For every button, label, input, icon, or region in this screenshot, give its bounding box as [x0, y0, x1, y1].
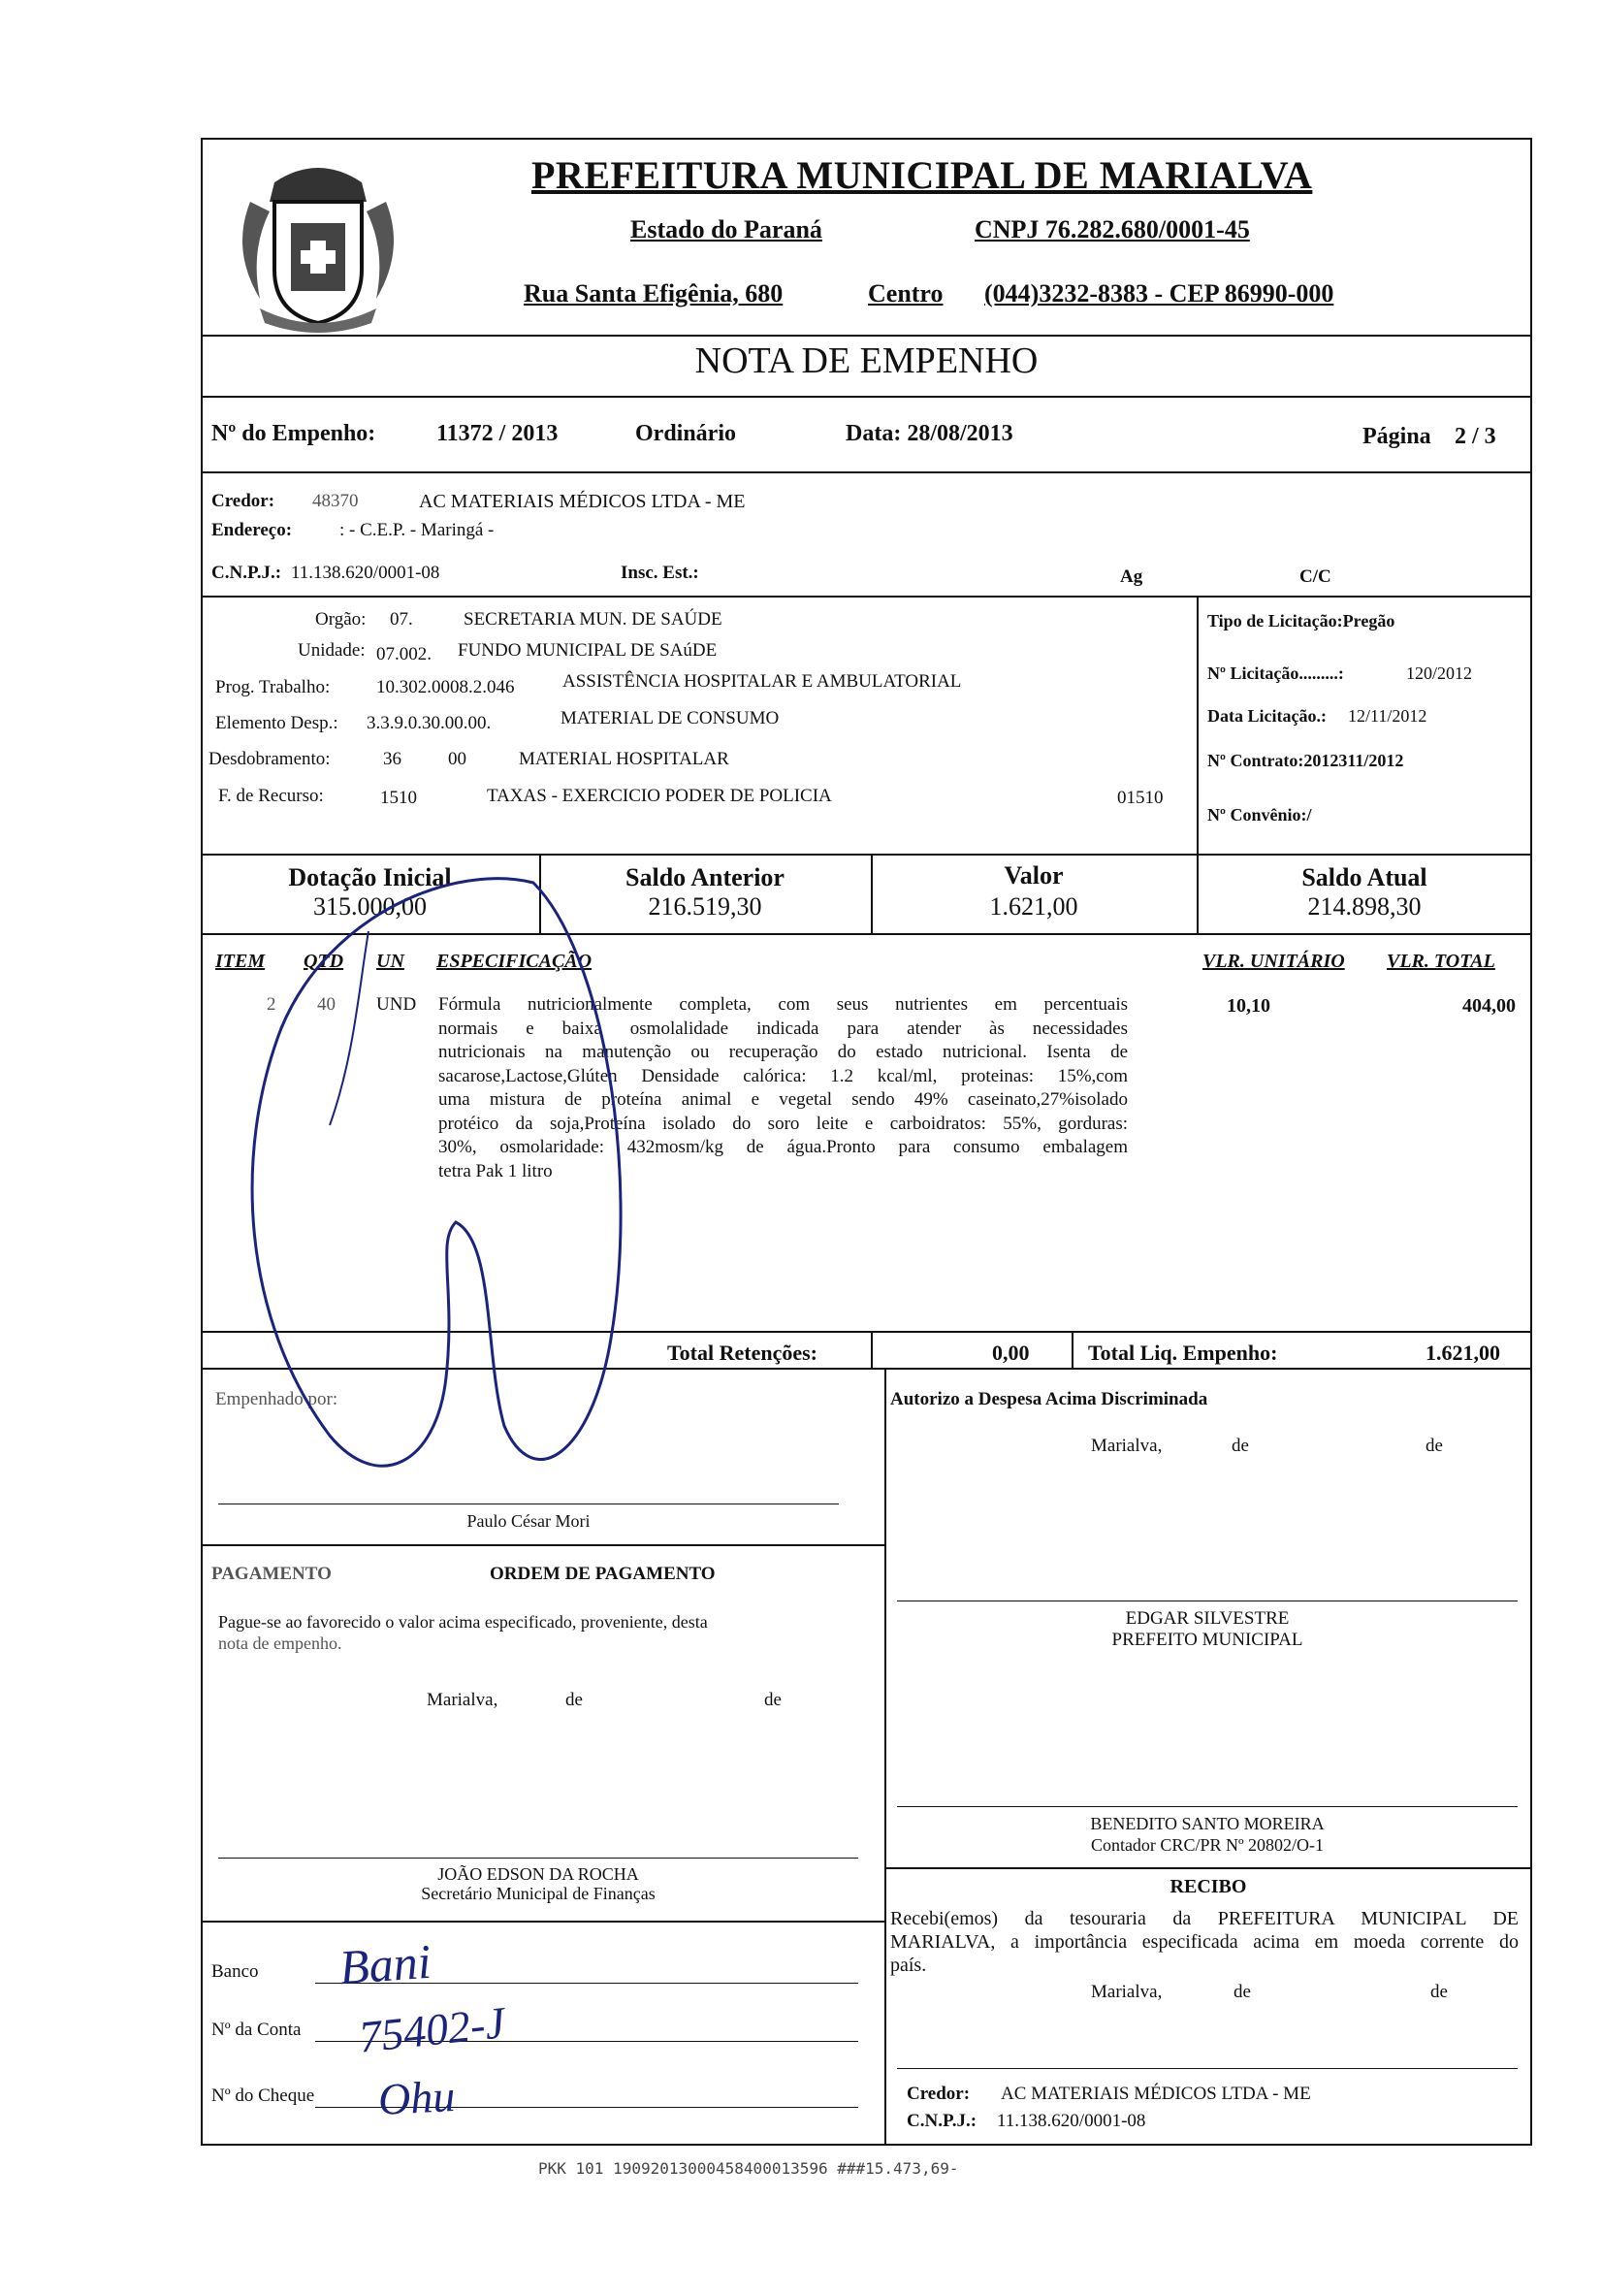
dotacao-label: Dotação Inicial — [288, 863, 452, 891]
credor-address: : - C.E.P. - Maringá - — [339, 520, 495, 540]
recibo-credor-label: Credor: — [907, 2084, 971, 2104]
recibo-de-2: de — [1430, 1982, 1448, 2002]
licitacao-tipo: Tipo de Licitação:Pregão — [1207, 611, 1395, 631]
orgao-code: 07. — [390, 609, 413, 630]
col-un: UN — [376, 951, 404, 972]
licitacao-numero: 120/2012 — [1406, 663, 1473, 683]
prog-label: Prog. Trabalho: — [215, 677, 331, 697]
fonte-label: F. de Recurso: — [218, 786, 324, 806]
document-title: NOTA DE EMPENHO — [694, 340, 1039, 381]
licitacao-contrato: Nº Contrato:2012311/2012 — [1207, 751, 1404, 770]
header-phone-cep: (044)3232-8383 - CEP 86990-000 — [984, 279, 1334, 307]
empenho-date: Data: 28/08/2013 — [846, 421, 1013, 446]
item-vlr-unitario: 10,10 — [1227, 995, 1270, 1017]
ordem-pagamento-title: ORDEM DE PAGAMENTO — [490, 1564, 716, 1584]
handwritten-banco: Bani — [337, 1933, 433, 1995]
fonte-code: 1510 — [380, 788, 417, 808]
prog-code: 10.302.0008.2.046 — [376, 677, 515, 697]
empenhado-name: Paulo César Mori — [466, 1511, 591, 1531]
spec-line: uma mistura de proteína animal e vegetal sendo 49% caseinato,27%isolado — [438, 1089, 1128, 1110]
recibo-city: Marialva, — [1091, 1982, 1163, 2002]
autorizo-title: Autorizo a Despesa Acima Discriminada — [890, 1389, 1208, 1409]
licitacao-numero-label: Nº Licitação.........: — [1207, 663, 1344, 683]
spec-line: normais e baixa osmolalidade indicada para atender às necessidades — [438, 1018, 1128, 1039]
orgao-name: SECRETARIA MUN. DE SAÚDE — [464, 609, 722, 630]
col-item: ITEM — [215, 951, 266, 972]
col-especificacao: ESPECIFICAÇÃO — [436, 951, 593, 972]
fonte-code-2: 01510 — [1117, 788, 1164, 808]
saldo-atual-label: Saldo Atual — [1301, 863, 1427, 891]
handwritten-cheque: Ohu — [376, 2070, 457, 2125]
fonte-name: TAXAS - EXERCICIO PODER DE POLICIA — [487, 786, 832, 806]
elem-label: Elemento Desp.: — [215, 713, 338, 733]
spec-line: Fórmula nutricionalmente completa, com seus nutrientes em percentuais — [438, 994, 1128, 1015]
recibo-cnpj-label: C.N.P.J.: — [907, 2111, 977, 2131]
divider — [201, 1544, 884, 1546]
credor-cnpj: 11.138.620/0001-08 — [291, 563, 440, 583]
signature-line — [218, 1858, 858, 1859]
prog-name: ASSISTÊNCIA HOSPITALAR E AMBULATORIAL — [562, 671, 962, 692]
recibo-line: Recebi(emos) da tesouraria da PREFEITURA MUNICIPAL DE — [890, 1908, 1519, 1929]
licitacao-data-label: Data Licitação.: — [1207, 706, 1327, 726]
col-vlr-unitario: VLR. UNITÁRIO — [1202, 951, 1345, 972]
elem-name: MATERIAL DE CONSUMO — [561, 708, 780, 728]
prefeito-role: PREFEITO MUNICIPAL — [1111, 1630, 1303, 1650]
dotacao-value: 315.000,00 — [313, 892, 427, 921]
empenho-type: Ordinário — [635, 421, 737, 446]
col-qtd: QTD — [304, 951, 344, 972]
credor-name: AC MATERIAIS MÉDICOS LTDA - ME — [419, 491, 746, 512]
pagamento-city: Marialva, — [427, 1690, 498, 1710]
page-number: 2 / 3 — [1455, 424, 1496, 449]
credor-cnpj-label: C.N.P.J.: — [211, 563, 282, 583]
signature-line — [897, 1806, 1518, 1807]
pagamento-de-1: de — [565, 1690, 583, 1710]
pagamento-text-2: nota de empenho. — [218, 1633, 342, 1653]
saldo-anterior-value: 216.519,30 — [648, 892, 762, 921]
pagamento-text-1: Pague-se ao favorecido o valor acima especificado, proveniente, desta — [218, 1612, 708, 1632]
saldo-anterior-label: Saldo Anterior — [625, 863, 785, 891]
unidade-code: 07.002. — [376, 644, 432, 664]
recibo-line: país. — [890, 1955, 927, 1976]
spec-line: nutricionais na manutenção ou recuperação do estado nutricional. Isenta de — [438, 1042, 1128, 1062]
autorizo-de-2: de — [1426, 1436, 1443, 1456]
total-liq-value: 1.621,00 — [1426, 1341, 1500, 1365]
item-qtd: 40 — [317, 994, 336, 1015]
totals-divider — [871, 1331, 873, 1368]
col-vlr-total: VLR. TOTAL — [1387, 951, 1495, 972]
divider — [201, 1921, 884, 1923]
desd-label: Desdobramento: — [208, 749, 331, 769]
divider — [201, 596, 1532, 598]
banco-label: Banco — [211, 1961, 259, 1982]
empenhado-label: Empenhado por: — [215, 1389, 338, 1409]
item-number: 2 — [267, 994, 276, 1015]
cheque-label: Nº do Cheque — [211, 2086, 315, 2106]
autorizo-city: Marialva, — [1091, 1436, 1163, 1456]
column-divider — [884, 1368, 886, 2146]
municipality-title: PREFEITURA MUNICIPAL DE MARIALVA — [531, 153, 1313, 197]
pagamento-de-2: de — [764, 1690, 782, 1710]
spec-line: sacarose,Lactose,Glúten Densidade calórica: 1.2 kcal/ml, proteinas: 15%,com — [438, 1065, 1128, 1086]
ag-label: Ag — [1120, 566, 1143, 587]
credor-address-label: Endereço: — [211, 520, 293, 540]
total-liq-label: Total Liq. Empenho: — [1088, 1341, 1278, 1365]
recibo-title: RECIBO — [1169, 1876, 1247, 1897]
orgao-label: Orgão: — [315, 609, 367, 630]
header-cnpj: CNPJ 76.282.680/0001-45 — [975, 215, 1250, 243]
autorizo-de-1: de — [1232, 1436, 1249, 1456]
empenho-number-label: Nº do Empenho: — [211, 421, 376, 446]
unidade-label: Unidade: — [298, 640, 366, 661]
totals-divider — [1072, 1331, 1073, 1368]
elem-code: 3.3.9.0.30.00.00. — [367, 713, 492, 733]
contador-name: BENEDITO SANTO MOREIRA — [1090, 1814, 1325, 1833]
divider — [884, 1867, 1532, 1869]
handwritten-signature — [213, 834, 698, 1513]
retencoes-label: Total Retenções: — [667, 1341, 817, 1365]
state-name: Estado do Paraná — [630, 215, 822, 243]
recibo-de-1: de — [1234, 1982, 1251, 2002]
saldo-atual-value: 214.898,30 — [1307, 892, 1422, 921]
secretario-name: JOÃO EDSON DA ROCHA — [437, 1864, 639, 1884]
retencoes-value: 0,00 — [992, 1341, 1030, 1365]
header-district: Centro — [868, 279, 944, 307]
page-label: Página — [1362, 424, 1431, 449]
recibo-credor: AC MATERIAIS MÉDICOS LTDA - ME — [1001, 2084, 1311, 2104]
valor-label: Valor — [1004, 861, 1064, 889]
cc-label: C/C — [1299, 566, 1331, 587]
recibo-line: MARIALVA, a importância especificada acima em moeda corrente do — [890, 1931, 1519, 1953]
divider — [201, 335, 1532, 337]
spec-line: protéico da soja,Proteína isolado do soro leite e carboidratos: 55%, gorduras: — [438, 1113, 1128, 1134]
item-vlr-total: 404,00 — [1462, 995, 1516, 1017]
desd-sub: 00 — [448, 749, 466, 769]
contador-role: Contador CRC/PR Nº 20802/O-1 — [1090, 1835, 1325, 1855]
secretario-role: Secretário Municipal de Finanças — [421, 1884, 656, 1903]
divider — [201, 471, 1532, 473]
valor-value: 1.621,00 — [989, 892, 1078, 921]
licitacao-divider — [1197, 596, 1199, 856]
spec-line: tetra Pak 1 litro — [438, 1160, 553, 1181]
pagamento-label: PAGAMENTO — [211, 1564, 332, 1584]
item-un: UND — [376, 994, 417, 1015]
licitacao-data: 12/11/2012 — [1348, 706, 1427, 726]
divider — [201, 396, 1532, 398]
spec-line: 30%, osmolaridade: 432mosm/kg de água.Pronto para consumo embalagem — [438, 1137, 1128, 1157]
recibo-text — [890, 1907, 1519, 1977]
licitacao-convenio: Nº Convênio:/ — [1207, 805, 1312, 825]
credor-label: Credor: — [211, 491, 275, 511]
header-address: Rua Santa Efigênia, 680 — [524, 279, 784, 307]
unidade-name: FUNDO MUNICIPAL DE SAúDE — [458, 640, 718, 661]
recibo-cnpj: 11.138.620/0001-08 — [997, 2111, 1146, 2131]
prefeito-name: EDGAR SILVESTRE — [1125, 1608, 1290, 1629]
desd-name: MATERIAL HOSPITALAR — [519, 749, 729, 769]
signature-line — [897, 2068, 1518, 2069]
credor-code: 48370 — [312, 491, 359, 511]
insc-est-label: Insc. Est.: — [621, 563, 699, 583]
coat-of-arms-logo — [221, 144, 415, 338]
handwritten-conta: 75402-J — [356, 1997, 508, 2062]
footer-stamp: PKK 101 19092013000458400013596 ###15.473,69- — [538, 2159, 959, 2178]
desd-code: 36 — [383, 749, 401, 769]
conta-label: Nº da Conta — [211, 2020, 302, 2040]
empenho-number: 11372 / 2013 — [436, 421, 559, 446]
